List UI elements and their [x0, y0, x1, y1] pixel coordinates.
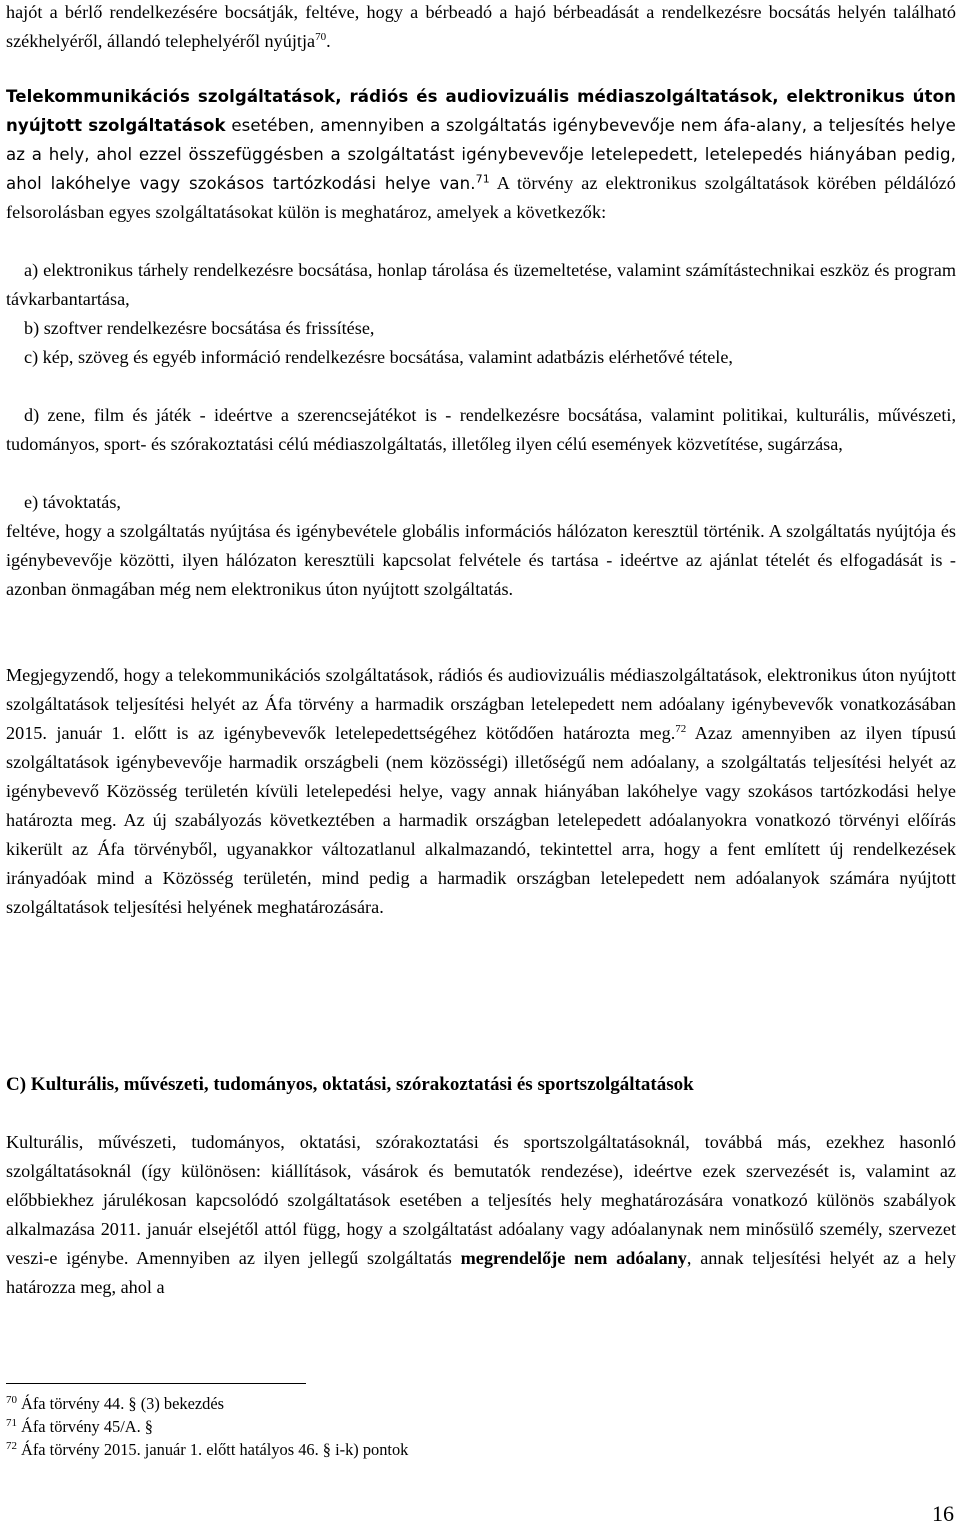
footnote-number: 72 — [6, 1439, 17, 1452]
list-tail-paragraph: feltéve, hogy a szolgáltatás nyújtása és igénybevétele globális információs hálózaton keresztül történik. A szolgáltatás nyújtója és igénybevevője közötti, ilyen hálózaton keresztüli kapcsolat felvétele és tartása - ideértve az ajánlat tételét és elfogadását is - azonban önmagában még nem elektronikus úton nyújtott szolgáltatás. — [6, 521, 956, 599]
footnote-number: 71 — [6, 1416, 17, 1429]
telecom-text: esetében, amennyiben a szolgáltatás igénybevevője nem áfa-alany, a teljesítés helye az a hely, ahol ezzel összefüggésben a szolgáltatást igénybevevője letelepedett, letelepedés hiányában pedig, ahol lakóhelye vagy szokásos tartózkodási helye van. — [6, 116, 956, 193]
culture-paragraph — [6, 1128, 956, 1302]
culture-text: Kulturális, művészeti, tudományos, oktatási, szórakoztatási és sportszolgáltatásoknál, továbbá más, ezekhez hasonló szolgáltatásoknál (így különösen: kiállítások, vásárok és bemutatók rendezése), ideértve ezek szervezését is, valamint az előbbiekhez járulékosan kapcsolódó szolgáltatások esetében a teljesítés hely meghatározására vonatkozó különös szabályok alkalmazása 2011. január elsejétől attól függ, hogy a szolgáltatást adóalany vagy adóalanynak nem minősülő személy, szervezet veszi-e igénybe. Amennyiben az ilyen jellegű szolgáltatás — [6, 1132, 956, 1268]
note-paragraph — [6, 661, 956, 922]
footnote-ref-72[interactable]: 72 — [675, 722, 687, 735]
list-item-e: e) távoktatás, — [24, 492, 121, 512]
intro-paragraph — [6, 0, 956, 56]
culture-bold: megrendelője nem adóalany — [460, 1248, 687, 1268]
footnote-divider — [6, 1383, 306, 1384]
footnotes — [6, 1392, 706, 1461]
footnote-text: Áfa törvény 44. § (3) bekezdés — [21, 1394, 224, 1413]
list-item-a: a) elektronikus tárhely rendelkezésre bocsátása, honlap tárolása és üzemeltetése, valamint számítástechnikai eszköz és program távkarbantartása, — [6, 260, 956, 309]
footnote-text: Áfa törvény 45/A. § — [21, 1417, 154, 1436]
list-item-d: d) zene, film és játék - ideértve a szerencsejátékot is - rendelkezésre bocsátása, valamint politikai, kulturális, művészeti, tudományos, sport- és szórakoztatási célú médiaszolgáltatás, illetőleg ilyen célú események közvetítése, sugárzása, — [6, 405, 956, 454]
telecom-bold-lead: Telekommunikációs szolgáltatások, rádiós és audiovizuális médiaszolgáltatások, elektronikus úton nyújtott szolgáltatások — [6, 87, 956, 135]
note-text: Megjegyzendő, hogy a telekommunikációs szolgáltatások, rádiós és audiovizuális médiaszolgáltatások, elektronikus úton nyújtott szolgáltatások teljesítési helyét az Áfa törvény a harmadik országban letelepedett nem adóalany igénybevevők vonatkozásában 2015. január 1. előtt is az igénybevevők letelepedettségéhez kötődően határozta meg. — [6, 665, 956, 743]
footnote-text: Áfa törvény 2015. január 1. előtt hatályos 46. § i-k) pontok — [21, 1440, 409, 1459]
footnote-ref-71[interactable]: 71 — [475, 172, 490, 186]
footnote-70 — [6, 1392, 706, 1415]
telecom-text-continued: A törvény az elektronikus szolgáltatások körében példálózó felsorolásban egyes szolgáltatásokat külön is meghatároz, amelyek a következők: — [6, 173, 956, 222]
page-number: 16 — [932, 1501, 954, 1526]
footnote-ref-70[interactable]: 70 — [315, 30, 327, 43]
section-heading-c: C) Kulturális, művészeti, tudományos, oktatási, szórakoztatási és sportszolgáltatások — [6, 1074, 694, 1095]
list-item-b: b) szoftver rendelkezésre bocsátása és frissítése, — [24, 318, 375, 338]
culture-text-continued: , annak teljesítési helyét az a hely határozza meg, ahol a — [6, 1248, 956, 1297]
footnote-number: 70 — [6, 1393, 17, 1406]
intro-end: . — [326, 31, 331, 51]
intro-text: hajót a bérlő rendelkezésére bocsátják, feltéve, hogy a bérbeadó a hajó bérbeadását a rendelkezésre bocsátás helyén található székhelyéről, állandó telephelyéről nyújtja — [6, 2, 956, 51]
list-item-c: c) kép, szöveg és egyéb információ rendelkezésre bocsátása, valamint adatbázis elérhetővé tétele, — [24, 347, 733, 367]
telecom-paragraph — [6, 82, 956, 227]
footnote-71 — [6, 1415, 706, 1438]
footnote-72 — [6, 1438, 706, 1461]
note-text-continued: Azaz amennyiben az ilyen típusú szolgáltatások igénybevevője harmadik országbeli (nem közösségi) illetőségű nem adóalany, a szolgáltatás teljesítési helyét az igénybevevő Közösség területén kívüli letelepedési helye, vagy annak hiányában lakóhelye vagy szokásos tartózkodási helye határozta meg. Az új szabályozás következtében a harmadik országban letelepedett adóalanyokra vonatkozó törvényi előírás kikerült az Áfa törvényből, ugyanakkor változatlanul alkalmazandó, tekintettel arra, hogy a fent említett új rendelkezések irányadóak mind a Közösség területén, mind pedig a harmadik országban letelepedett nem adóalanyok számára nyújtott szolgáltatások teljesítési helyének meghatározására. — [6, 723, 956, 917]
